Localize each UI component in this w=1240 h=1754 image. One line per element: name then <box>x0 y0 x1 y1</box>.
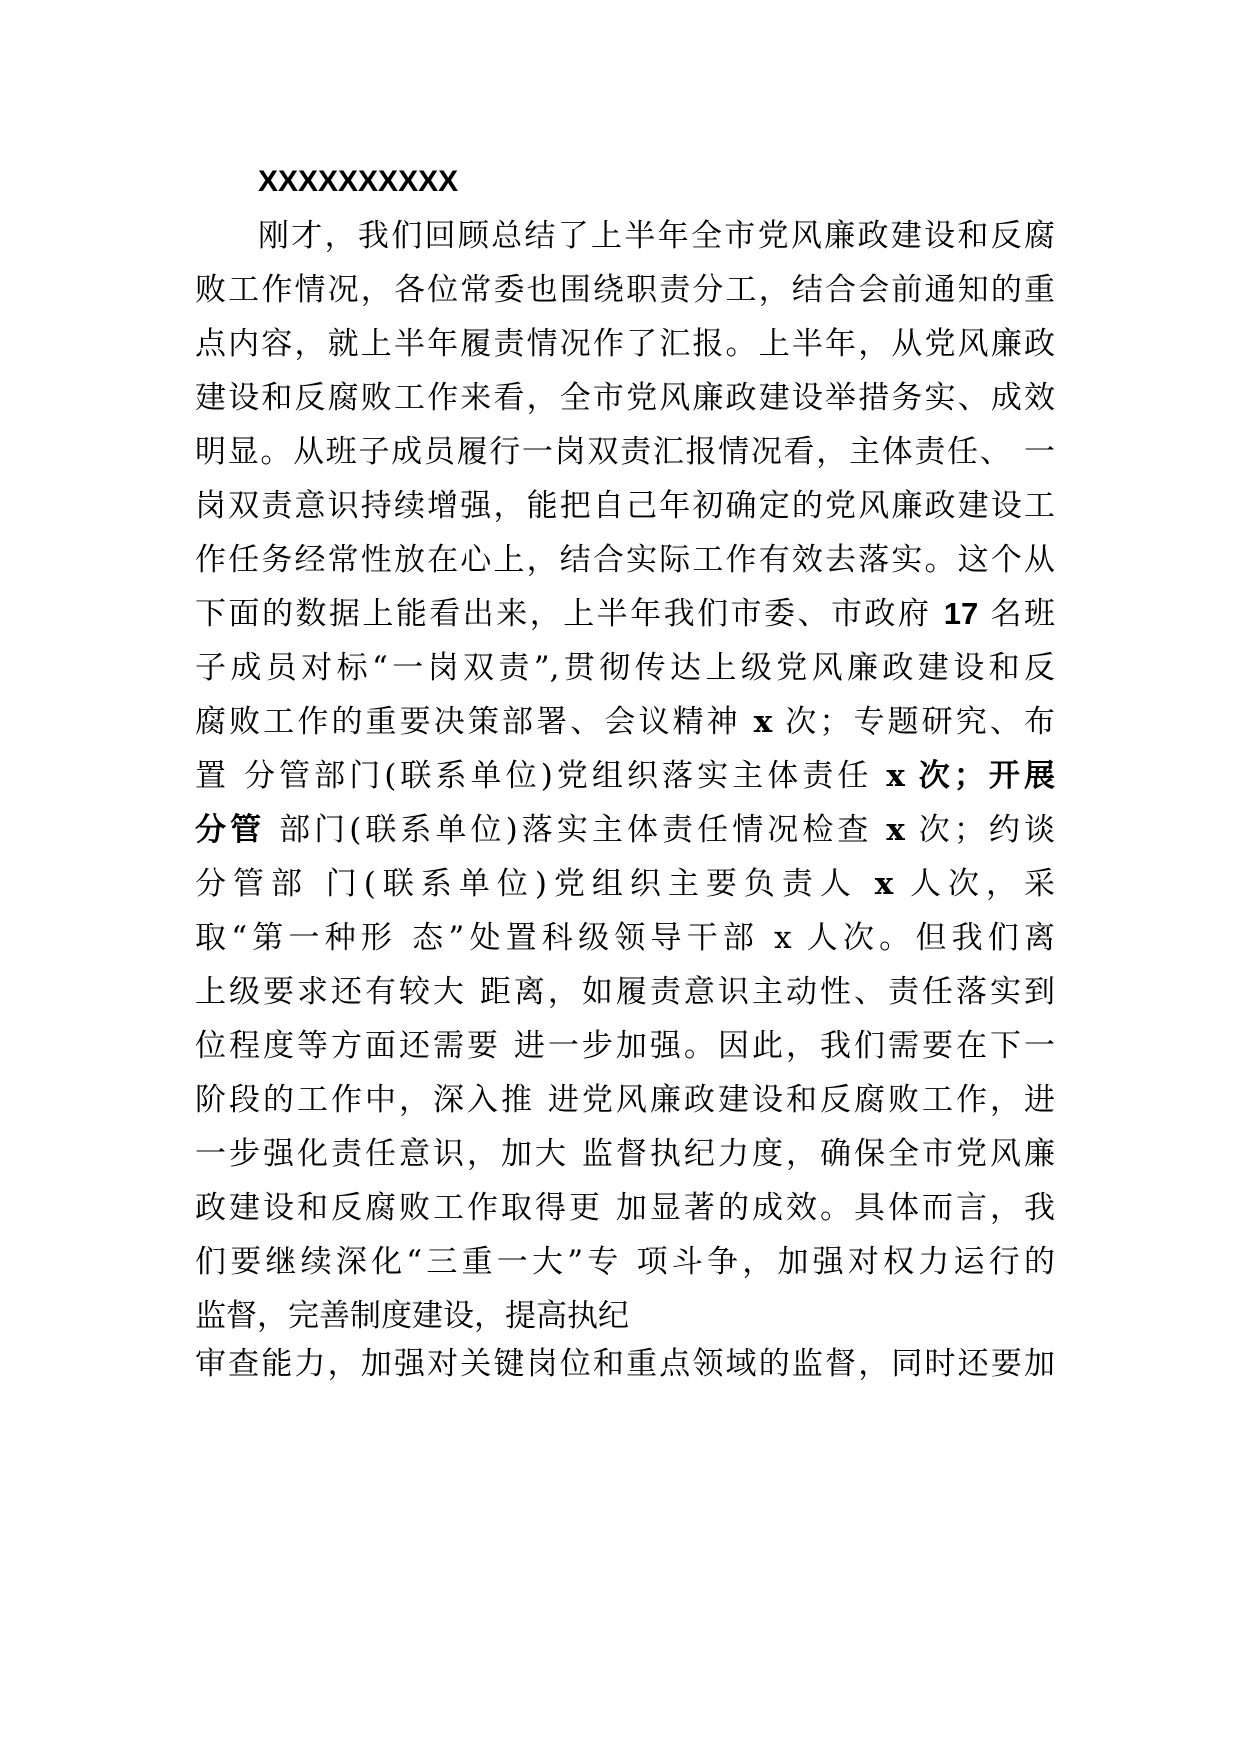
paragraph-line <box>195 914 1055 962</box>
paragraph-line <box>195 590 1055 638</box>
line-text: 部门(联系单位)落实主体责任情况检查 <box>279 812 873 848</box>
paragraph-line <box>195 320 1055 368</box>
line-text: 次；专题研究、布 <box>785 704 1055 740</box>
line-text: 腐败工作的重要决策部署、会议精神 <box>195 704 741 740</box>
line-text: 次；约谈 <box>918 812 1055 848</box>
line-text: 位程度等方面还需要 进一步加强。因此，我们需要在下一 <box>195 1028 1055 1064</box>
line-text: 建设和反腐败工作来看，全市党风廉政建设举措务实、成效 <box>195 380 1055 416</box>
line-text: 刚才，我们回顾总结了上半年全市党风廉政建设和反腐 <box>258 218 1055 254</box>
line-text: 一步强化责任意识，加大 监督执纪力度，确保全市党风廉 <box>195 1136 1055 1172</box>
line-text: 岗双责意识持续增强，能把自己年初确定的党风廉政建设工 <box>195 488 1055 524</box>
paragraph-line <box>195 806 1055 854</box>
placeholder-value: x <box>886 812 905 848</box>
placeholder-value: x <box>874 866 894 902</box>
line-text: 监督，完善制度建设，提高执纪 <box>195 1298 629 1334</box>
line-text: 置 分管部门(联系单位)党组织落实主体责任 <box>195 758 873 794</box>
paragraph-line <box>195 1022 1055 1070</box>
paragraph-line <box>195 1340 1055 1388</box>
bold-text: 次；开展 <box>918 758 1055 794</box>
line-text: 审查能力，加强对关键岗位和重点领域的监督，同时还要加 <box>195 1346 1055 1382</box>
paragraph-line <box>195 1238 1055 1286</box>
line-text: 子成员对标“一岗双责”,贯彻传达上级党风廉政建设和反 <box>195 650 1055 686</box>
paragraph-line <box>195 860 1055 908</box>
paragraph-line <box>195 428 1055 476</box>
line-text: 分管部 门(联系单位)党组织主要负责人 <box>195 866 858 902</box>
paragraph-line <box>195 1184 1055 1232</box>
line-text: 阶段的工作中，深入推 进党风廉政建设和反腐败工作，进 <box>195 1082 1055 1118</box>
paragraph-line <box>195 1076 1055 1124</box>
paragraph-line <box>195 1292 1055 1340</box>
placeholder-value: x <box>753 704 773 740</box>
line-text: 们要继续深化“三重一大”专 项斗争，加强对权力运行的 <box>195 1244 1055 1280</box>
line-text: 名班 <box>990 596 1055 632</box>
line-text: 败工作情况，各位常委也围绕职责分工，结合会前通知的重 <box>195 272 1055 308</box>
line-text: 人次，采 <box>910 866 1055 902</box>
line-text: 明显。从班子成员履行一岗双责汇报情况看，主体责任、 一 <box>195 434 1055 470</box>
paragraph-line <box>258 212 1055 260</box>
line-text: 政建设和反腐败工作取得更 加显著的成效。具体而言，我 <box>195 1190 1055 1226</box>
document-title: XXXXXXXXXX <box>258 165 459 198</box>
paragraph-line <box>195 644 1055 692</box>
paragraph-line <box>195 374 1055 422</box>
paragraph-line <box>195 698 1055 746</box>
paragraph-line <box>195 752 1055 800</box>
line-text: 点内容，就上半年履责情况作了汇报。上半年，从党风廉政 <box>195 326 1055 362</box>
paragraph-line <box>195 482 1055 530</box>
paragraph-line <box>195 266 1055 314</box>
bold-text: 分管 <box>195 812 266 848</box>
line-text: 取“第一种形 态”处置科级领导干部 x 人次。但我们离 <box>195 920 1055 956</box>
line-text: 下面的数据上能看出来，上半年我们市委、市政府 <box>195 596 932 632</box>
paragraph-line <box>195 536 1055 584</box>
count-value: 17 <box>943 596 979 631</box>
line-text: 上级要求还有较大 距离，如履责意识主动性、责任落实到 <box>195 974 1055 1010</box>
paragraph-line <box>195 968 1055 1016</box>
line-text: 作任务经常性放在心上，结合实际工作有效去落实。这个从 <box>195 542 1055 578</box>
paragraph-line <box>195 1130 1055 1178</box>
placeholder-value: x <box>886 758 905 794</box>
